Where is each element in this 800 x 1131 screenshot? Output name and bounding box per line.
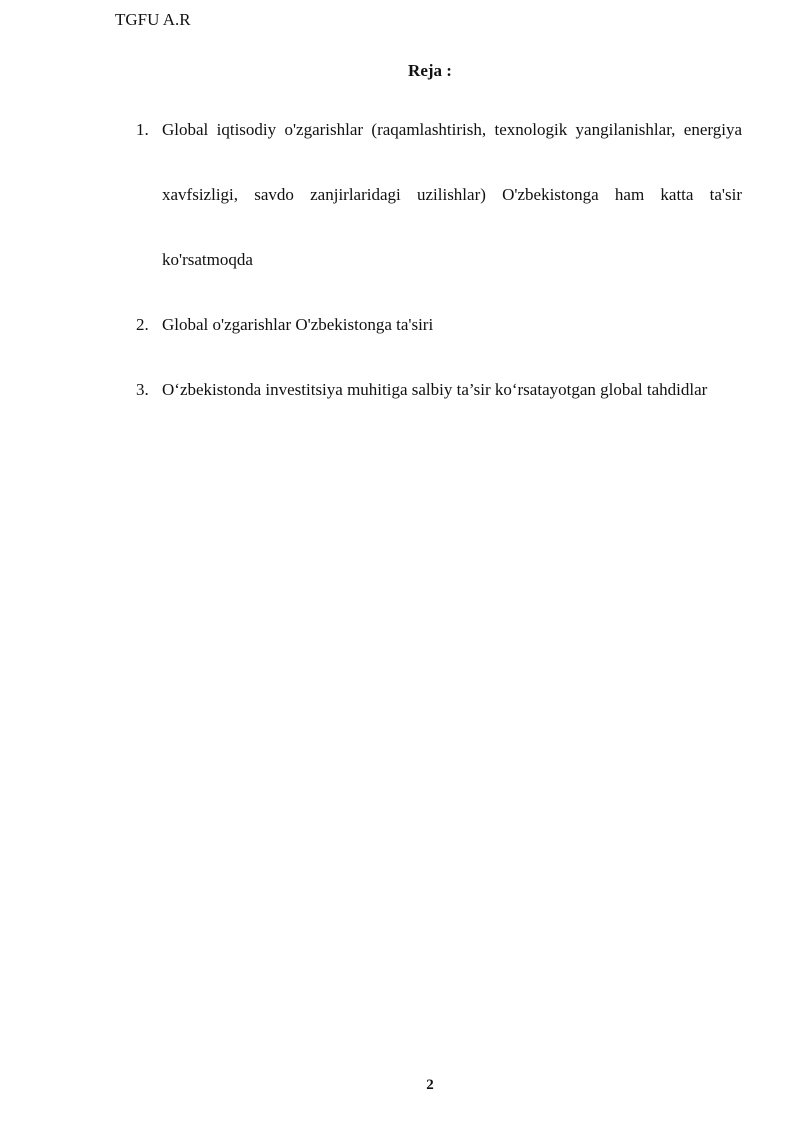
page-number: 2 (426, 1077, 434, 1093)
plan-item-number: 3. (136, 380, 149, 399)
plan-item-number: 2. (136, 315, 149, 334)
plan-item-1 (136, 97, 742, 292)
plan-list (136, 97, 742, 422)
plan-item-text: Global iqtisodiy o'zgarishlar (raqamlashtirish, texnologik yangilanishlar, energiya xavfsizligi, savdo zanjirlaridagi uzilishlar) O'zbekistonga ham katta ta'sir ko'rsatmoqda (162, 120, 742, 269)
plan-item-2 (136, 292, 742, 357)
document-header: TGFU A.R (115, 10, 191, 29)
plan-item-3 (136, 357, 742, 422)
plan-item-text: O‘zbekistonda investitsiya muhitiga salbiy ta’sir ko‘rsatayotgan global tahdidlar (162, 380, 708, 399)
plan-item-number: 1. (136, 120, 149, 139)
plan-title: Reja : (408, 61, 452, 80)
plan-item-text: Global o'zgarishlar O'zbekistonga ta'siri (162, 315, 434, 334)
